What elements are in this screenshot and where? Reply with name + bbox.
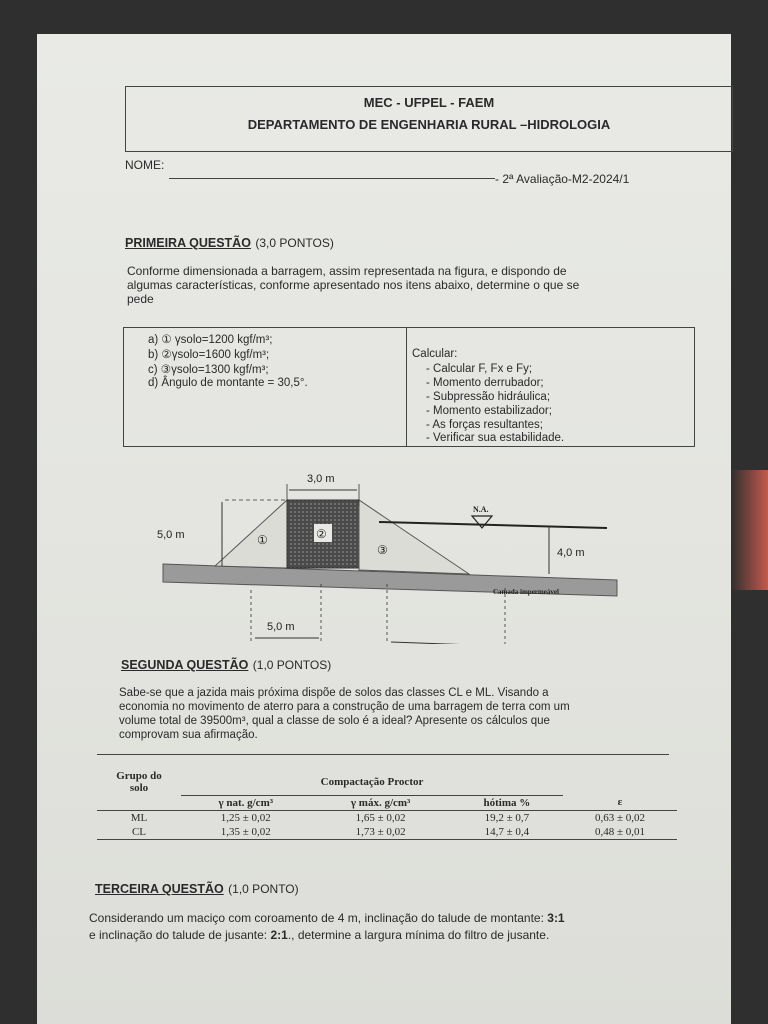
top-width-label: 3,0 m	[307, 473, 335, 485]
col-e: ε	[617, 796, 623, 809]
header-line-1: MEC - UFPEL - FAEM	[363, 95, 495, 110]
calc-item: - As forças resultantes;	[426, 419, 543, 431]
table-row: ML 1,25 ± 0,02 1,65 ± 0,02 19,2 ± 0,7 0,63 ± 0,02	[130, 811, 646, 824]
zone-1-label: ①	[257, 533, 268, 547]
given-b: b) ②γsolo=1600 kgf/m³;	[148, 349, 270, 361]
given-d: d) Ângulo de montante = 30,5°.	[148, 377, 308, 389]
zone-1-shell	[215, 500, 287, 568]
water-surface	[379, 522, 607, 528]
q2-text	[119, 686, 719, 742]
exam-sheet	[37, 34, 731, 1024]
q3-ratio-a: 3:1	[547, 911, 565, 925]
q1-data-box	[123, 327, 695, 447]
col-gnat: γ nat. g/cm³	[218, 796, 274, 809]
q1-text-line: pede	[127, 292, 154, 306]
calc-label: Calcular:	[412, 348, 458, 360]
base-left-label: 5,0 m	[267, 621, 295, 633]
data-box-divider	[406, 328, 407, 446]
q3-ratio-b: 2:1	[270, 928, 288, 942]
group-header: Grupo do solo	[116, 770, 162, 794]
dam-figure	[117, 454, 627, 644]
height-left-label: 5,0 m	[157, 529, 185, 541]
given-c: c) ③γsolo=1300 kgf/m³;	[148, 364, 269, 376]
calc-item: - Verificar sua estabilidade.	[426, 432, 565, 444]
layer-label: Camada impermeável	[493, 588, 559, 596]
calc-item: - Calcular F, Fx e Fy;	[426, 363, 533, 375]
q3-points: (1,0 PONTO)	[228, 882, 299, 896]
zone-2-label: ②	[316, 527, 327, 541]
q2-points: (1,0 PONTOS)	[252, 658, 332, 672]
q2-text-line: Sabe-se que a jazida mais próxima dispõe de solos das classes CL e ML. Visando a	[119, 687, 549, 699]
q3-heading	[95, 880, 299, 898]
calc-item: - Momento estabilizador;	[426, 405, 552, 417]
calc-item: - Momento derrubador;	[426, 377, 544, 389]
q3-text-b: e inclinação do talude de jusante:	[89, 928, 271, 942]
table-top-rule	[97, 754, 669, 755]
q3-title: TERCEIRA QUESTÃO	[95, 882, 224, 896]
q2-text-line: volume total de 39500m³, qual a classe de solo é a ideal? Apresente os cálculos que	[119, 715, 550, 727]
proctor-header: Compactação Proctor	[181, 769, 563, 795]
proctor-table	[97, 769, 677, 840]
q3-text	[89, 910, 709, 944]
q1-heading	[125, 234, 334, 252]
given-a: a) ① γsolo=1200 kgf/m³;	[148, 334, 273, 346]
q1-title: PRIMEIRA QUESTÃO	[125, 236, 251, 250]
zone-3-shell	[359, 500, 469, 574]
water-label: N.A.	[473, 505, 489, 514]
downstream-dimension	[391, 642, 501, 644]
calc-item: - Subpressão hidráulica;	[426, 391, 551, 403]
exam-label: - 2ª Avaliação-M2-2024/1	[495, 172, 630, 186]
q2-text-line: economia no movimento de aterro para a construção de uma barragem de terra com um	[119, 701, 570, 713]
q2-heading	[121, 656, 331, 674]
q3-text-c: ., determine a largura mínima do filtro de jusante.	[287, 928, 550, 942]
table-row: CL 1,35 ± 0,02 1,73 ± 0,02 14,7 ± 0,4 0,48 ± 0,01	[97, 825, 677, 840]
q2-title: SEGUNDA QUESTÃO	[121, 658, 249, 672]
q1-points: (3,0 PONTOS)	[255, 236, 334, 250]
nome-line	[169, 178, 495, 179]
col-gmax: γ máx. g/cm³	[350, 796, 411, 809]
background-object	[731, 470, 768, 590]
header-line-2: DEPARTAMENTO DE ENGENHARIA RURAL –HIDROLOGIA	[247, 117, 611, 132]
water-height-label: 4,0 m	[557, 547, 585, 559]
header-box	[125, 86, 733, 152]
q1-text	[127, 264, 717, 306]
q3-text-a: Considerando um maciço com coroamento de 4 m, inclinação do talude de montante:	[89, 911, 548, 925]
q1-text-line: Conforme dimensionada a barragem, assim representada na figura, e dispondo de	[127, 264, 567, 278]
col-hot: hótima %	[483, 796, 531, 809]
zone-3-label: ③	[377, 543, 388, 557]
water-level-triangle	[472, 516, 492, 528]
q1-text-line: algumas características, conforme apresentado nos itens abaixo, determine o que se	[127, 278, 580, 292]
q2-text-line: comprovam sua afirmação.	[119, 729, 258, 741]
nome-label: NOME:	[125, 158, 165, 172]
